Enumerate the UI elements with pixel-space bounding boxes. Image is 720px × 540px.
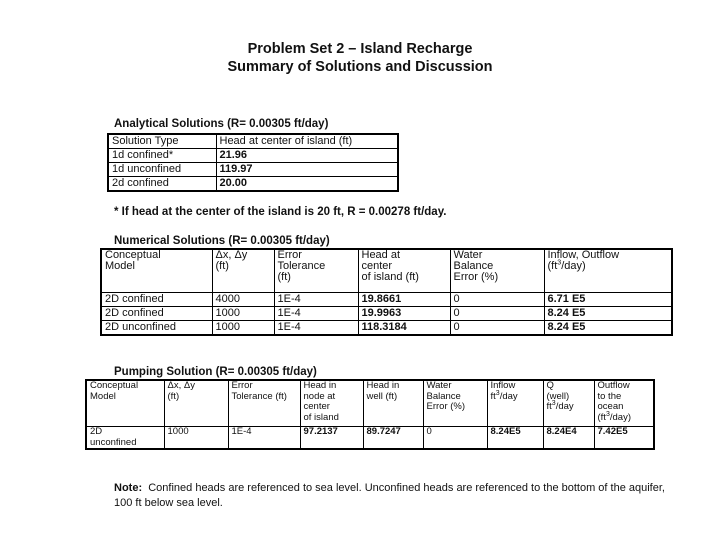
col-model bbox=[101, 249, 212, 293]
table-header-row bbox=[101, 249, 672, 293]
col-solution-type: Solution Type bbox=[108, 134, 216, 149]
cell-flow: 8.24 E5 bbox=[544, 307, 672, 321]
header-text: /day bbox=[499, 390, 518, 402]
header-text: (ft bbox=[597, 411, 606, 423]
cell-dx: 1000 bbox=[212, 307, 274, 321]
cell-head: 19.8661 bbox=[358, 293, 450, 307]
cell-water-balance: 0 bbox=[450, 321, 544, 336]
cell-head-node: 97.2137 bbox=[300, 427, 363, 450]
cell-dx: 1000 bbox=[164, 427, 228, 450]
cell-head: 118.3184 bbox=[358, 321, 450, 336]
title-line-2: Summary of Solutions and Discussion bbox=[227, 59, 493, 75]
header-text: Tolerance bbox=[277, 260, 326, 272]
cell-dx: 4000 bbox=[212, 293, 274, 307]
cell-water-balance: 0 bbox=[450, 307, 544, 321]
header-text: ocean bbox=[597, 401, 624, 412]
header-text: Conceptual bbox=[105, 249, 161, 261]
header-text: Tolerance (ft) bbox=[231, 390, 287, 402]
note-label: Note: bbox=[114, 482, 143, 494]
table-row bbox=[86, 427, 654, 450]
header-text bbox=[597, 410, 651, 424]
numerical-header: Numerical Solutions (R= 0.00305 ft/day) bbox=[114, 235, 330, 247]
cell-water-balance: 0 bbox=[423, 427, 487, 450]
cell-model: 2D confined bbox=[101, 293, 212, 307]
cell-dx: 1000 bbox=[212, 321, 274, 336]
analytical-footnote: * If head at the center of the island is 20 ft, R = 0.00278 ft/day. bbox=[114, 206, 447, 218]
col-q bbox=[543, 380, 594, 427]
col-water-balance bbox=[423, 380, 487, 427]
table-header-row bbox=[108, 134, 398, 149]
cell-q: 8.24E4 bbox=[543, 427, 594, 450]
header-text: (ft) bbox=[277, 271, 291, 283]
cell-water-balance: 0 bbox=[450, 293, 544, 307]
header-text bbox=[546, 399, 591, 413]
header-text: 3 bbox=[495, 389, 500, 397]
analytical-table bbox=[107, 133, 399, 192]
col-head-well bbox=[363, 380, 423, 427]
table-row bbox=[101, 293, 672, 307]
cell-head: 21.96 bbox=[216, 149, 398, 163]
header-text: (ft) bbox=[215, 260, 229, 272]
col-water-balance bbox=[450, 249, 544, 293]
col-head-node bbox=[300, 380, 363, 427]
header-text: center bbox=[303, 401, 330, 412]
cell-error: 1E-4 bbox=[274, 321, 358, 336]
pumping-header: Pumping Solution (R= 0.00305 ft/day) bbox=[114, 366, 317, 378]
header-text: Error (%) bbox=[453, 271, 499, 283]
header-text: Δx, Δy bbox=[215, 249, 248, 261]
header-text: Water bbox=[453, 249, 483, 261]
header-text: to the bbox=[597, 390, 622, 402]
header-text: Δx, Δy bbox=[167, 380, 195, 391]
header-text: Inflow, Outflow bbox=[547, 249, 620, 261]
col-outflow bbox=[594, 380, 654, 427]
header-text: /day) bbox=[561, 260, 586, 272]
cell-type: 1d unconfined bbox=[108, 163, 216, 177]
cell-error: 1E-4 bbox=[274, 293, 358, 307]
header-text: ft bbox=[546, 401, 552, 412]
header-text: (well) bbox=[546, 390, 570, 402]
header-text: Inflow bbox=[490, 380, 516, 391]
header-text: (ft bbox=[547, 260, 558, 272]
header-text: Error bbox=[277, 249, 302, 261]
note bbox=[114, 481, 674, 511]
col-inflow bbox=[487, 380, 543, 427]
table-row bbox=[101, 307, 672, 321]
col-error bbox=[274, 249, 358, 293]
col-dx bbox=[164, 380, 228, 427]
header-text bbox=[548, 261, 669, 272]
analytical-header: Analytical Solutions (R= 0.00305 ft/day) bbox=[114, 118, 329, 130]
cell-inflow: 8.24E5 bbox=[487, 427, 543, 450]
col-head-center: Head at center of island (ft) bbox=[216, 134, 398, 149]
col-model bbox=[86, 380, 164, 427]
header-text: Head in bbox=[303, 380, 337, 391]
table-row bbox=[108, 149, 398, 163]
header-text: Balance bbox=[426, 390, 461, 402]
header-text: of island (ft) bbox=[361, 271, 419, 283]
cell-text: 2D bbox=[90, 426, 103, 437]
header-text: 3 bbox=[551, 399, 556, 407]
cell-head: 119.97 bbox=[216, 163, 398, 177]
cell-model: 2D unconfined bbox=[101, 321, 212, 336]
cell-head: 20.00 bbox=[216, 177, 398, 192]
cell-model: 2D confined bbox=[101, 307, 212, 321]
header-text: Outflow bbox=[597, 380, 630, 391]
header-text: of island bbox=[303, 411, 339, 423]
header-text: Conceptual bbox=[90, 380, 139, 391]
cell-text: unconfined bbox=[90, 436, 137, 448]
col-flow bbox=[544, 249, 672, 293]
col-error bbox=[228, 380, 300, 427]
header-text: Head in bbox=[366, 380, 400, 391]
header-text: Balance bbox=[453, 260, 494, 272]
cell-flow: 8.24 E5 bbox=[544, 321, 672, 336]
col-head bbox=[358, 249, 450, 293]
table-header-row bbox=[86, 380, 654, 427]
header-text: ft bbox=[490, 390, 496, 402]
header-text: Head at bbox=[361, 249, 401, 261]
header-text: /day) bbox=[609, 411, 631, 423]
note-text: Confined heads are referenced to sea level. Unconfined heads are referenced to the bottom of the aquifer, 100 ft below sea level. bbox=[114, 482, 665, 509]
cell-error: 1E-4 bbox=[274, 307, 358, 321]
header-text: 3 bbox=[605, 410, 610, 418]
table-row bbox=[108, 177, 398, 192]
header-text: 3 bbox=[557, 259, 562, 267]
numerical-table bbox=[100, 248, 673, 336]
header-text: center bbox=[361, 260, 393, 272]
cell-flow: 6.71 E5 bbox=[544, 293, 672, 307]
table-row bbox=[108, 163, 398, 177]
header-text bbox=[490, 389, 540, 403]
col-dx bbox=[212, 249, 274, 293]
cell-type: 1d confined* bbox=[108, 149, 216, 163]
cell-model bbox=[86, 427, 164, 450]
header-text: Error (%) bbox=[426, 401, 466, 412]
pumping-table bbox=[85, 379, 655, 450]
cell-error: 1E-4 bbox=[228, 427, 300, 450]
header-text: Model bbox=[90, 390, 116, 402]
page-title bbox=[0, 40, 720, 76]
header-text: /day bbox=[555, 401, 574, 412]
table-row bbox=[101, 321, 672, 336]
cell-outflow: 7.42E5 bbox=[594, 427, 654, 450]
cell-head-well: 89.7247 bbox=[363, 427, 423, 450]
cell-type: 2d confined bbox=[108, 177, 216, 192]
header-text: Error bbox=[231, 380, 253, 391]
header-text: node at bbox=[303, 390, 336, 402]
header-text: Q bbox=[546, 380, 554, 391]
header-text: well (ft) bbox=[366, 390, 398, 402]
header-text: (ft) bbox=[167, 390, 180, 402]
header-text: Model bbox=[105, 260, 135, 272]
cell-head: 19.9963 bbox=[358, 307, 450, 321]
title-line-1: Problem Set 2 – Island Recharge bbox=[247, 41, 473, 57]
header-text: Water bbox=[426, 380, 452, 391]
